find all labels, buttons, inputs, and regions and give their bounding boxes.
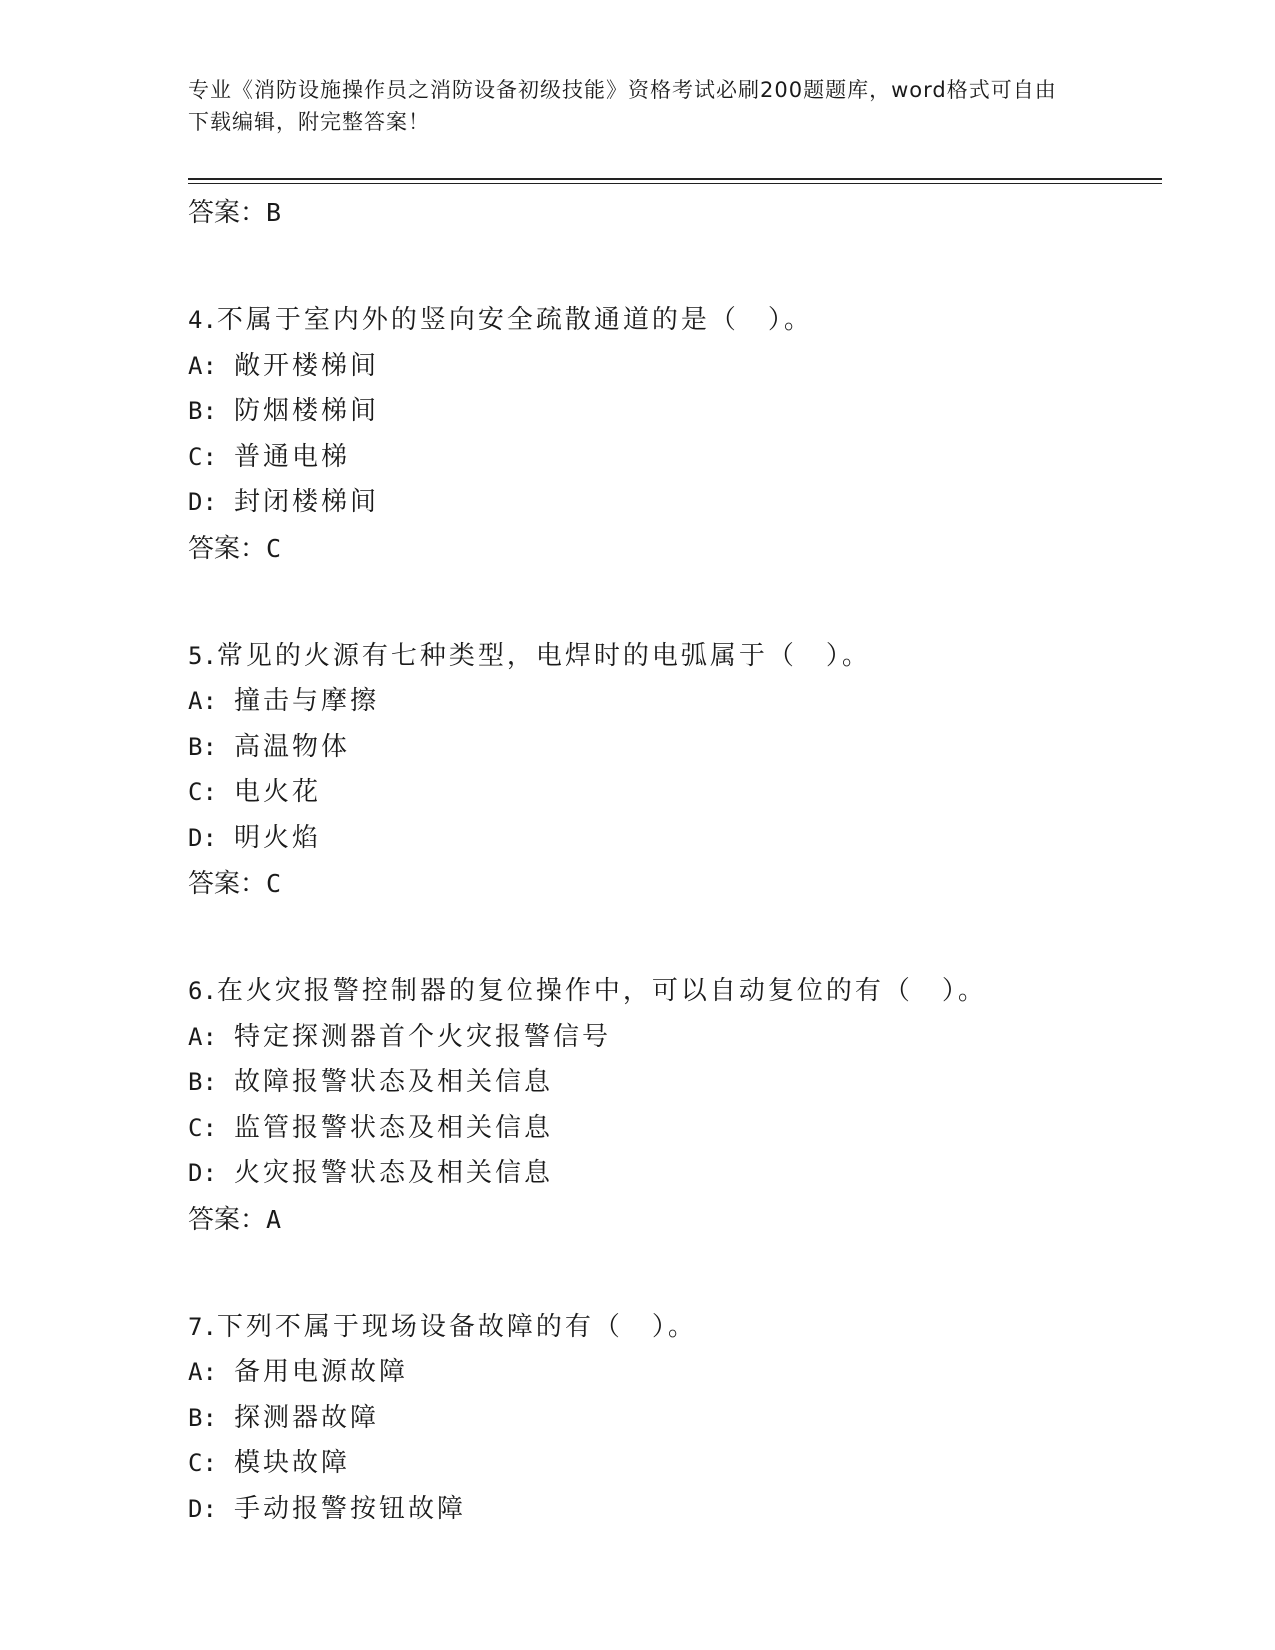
option-letter: A: <box>188 687 217 715</box>
option-b <box>188 389 1148 435</box>
question-stem <box>188 298 1148 344</box>
option-c <box>188 1106 1148 1152</box>
header-divider-thin <box>188 183 1162 184</box>
option-c <box>188 770 1148 816</box>
option-text: 手动报警按钮故障 <box>234 1493 467 1524</box>
question-number: 7. <box>188 1312 217 1341</box>
option-text: 普通电梯 <box>234 441 351 472</box>
answer-label: 答案： <box>188 533 267 564</box>
option-text: 火灾报警状态及相关信息 <box>234 1158 554 1188</box>
option-b <box>188 725 1148 771</box>
option-letter: D: <box>188 1494 217 1523</box>
answer-line <box>188 190 1148 236</box>
option-b <box>188 1060 1148 1106</box>
option-text: 备用电源故障 <box>234 1357 409 1387</box>
option-text: 监管报警状态及相关信息 <box>234 1112 554 1143</box>
question-number: 4. <box>188 306 217 334</box>
answer-label: 答案： <box>188 1204 267 1235</box>
question-list <box>188 190 1148 1532</box>
question-stem <box>188 1305 1148 1351</box>
option-letter: D: <box>188 488 217 516</box>
option-d <box>188 1151 1148 1197</box>
option-text: 明火焰 <box>234 822 322 853</box>
option-text: 封闭楼梯间 <box>234 487 380 517</box>
option-a <box>188 344 1148 390</box>
option-text: 电火花 <box>234 777 322 807</box>
option-d <box>188 816 1148 862</box>
option-text: 特定探测器首个火灾报警信号 <box>234 1021 612 1052</box>
option-text: 探测器故障 <box>234 1402 380 1433</box>
question-stem <box>188 969 1148 1015</box>
option-letter: A: <box>188 1358 217 1386</box>
question-text: 下列不属于现场设备故障的有（ ）。 <box>216 1311 697 1342</box>
question-number: 6. <box>188 977 217 1005</box>
question-block <box>188 969 1148 1243</box>
answer-label: 答案： <box>188 869 267 899</box>
option-letter: B: <box>188 397 217 425</box>
question-block <box>188 1305 1148 1533</box>
question-block <box>188 634 1148 908</box>
question-text: 不属于室内外的竖向安全疏散通道的是（ ）。 <box>216 305 813 335</box>
answer-line <box>188 861 1148 907</box>
option-letter: A: <box>188 1022 217 1051</box>
answer-label: 答案： <box>188 198 267 228</box>
answer-value: A <box>266 1204 282 1234</box>
option-letter: C: <box>188 1113 217 1142</box>
option-text: 故障报警状态及相关信息 <box>234 1067 554 1097</box>
option-letter: B: <box>188 1068 217 1096</box>
option-c <box>188 435 1148 481</box>
answer-line <box>188 526 1148 572</box>
question-block <box>188 298 1148 572</box>
option-text: 防烟楼梯间 <box>234 396 380 426</box>
option-letter: A: <box>188 351 217 380</box>
header-divider-thick <box>188 178 1162 180</box>
question-text: 在火灾报警控制器的复位操作中，可以自动复位的有（ ）。 <box>216 976 987 1006</box>
option-letter: C: <box>188 778 217 806</box>
option-letter: B: <box>188 732 217 761</box>
question-number: 5. <box>188 641 217 670</box>
option-text: 撞击与摩擦 <box>234 686 380 716</box>
option-a <box>188 1350 1148 1396</box>
option-text: 敞开楼梯间 <box>234 350 380 381</box>
option-a <box>188 679 1148 725</box>
answer-value: C <box>266 869 282 898</box>
answer-value: C <box>266 533 282 563</box>
option-b <box>188 1396 1148 1442</box>
answer-line <box>188 1197 1148 1243</box>
option-d <box>188 1487 1148 1533</box>
option-c <box>188 1441 1148 1487</box>
question-stem <box>188 634 1148 680</box>
question-text: 常见的火源有七种类型，电焊时的电弧属于（ ）。 <box>216 640 871 671</box>
option-letter: C: <box>188 1449 217 1477</box>
option-d <box>188 480 1148 526</box>
answer-value: B <box>266 198 282 227</box>
option-text: 高温物体 <box>234 731 351 762</box>
option-letter: D: <box>188 1159 217 1187</box>
option-letter: C: <box>188 442 217 471</box>
document-header: 专业《消防设施操作员之消防设备初级技能》资格考试必刷200题题库，word格式可自由下载编辑，附完整答案！ <box>188 78 1057 134</box>
option-a <box>188 1015 1148 1061</box>
option-letter: D: <box>188 823 217 852</box>
option-letter: B: <box>188 1403 217 1432</box>
option-text: 模块故障 <box>234 1448 351 1478</box>
